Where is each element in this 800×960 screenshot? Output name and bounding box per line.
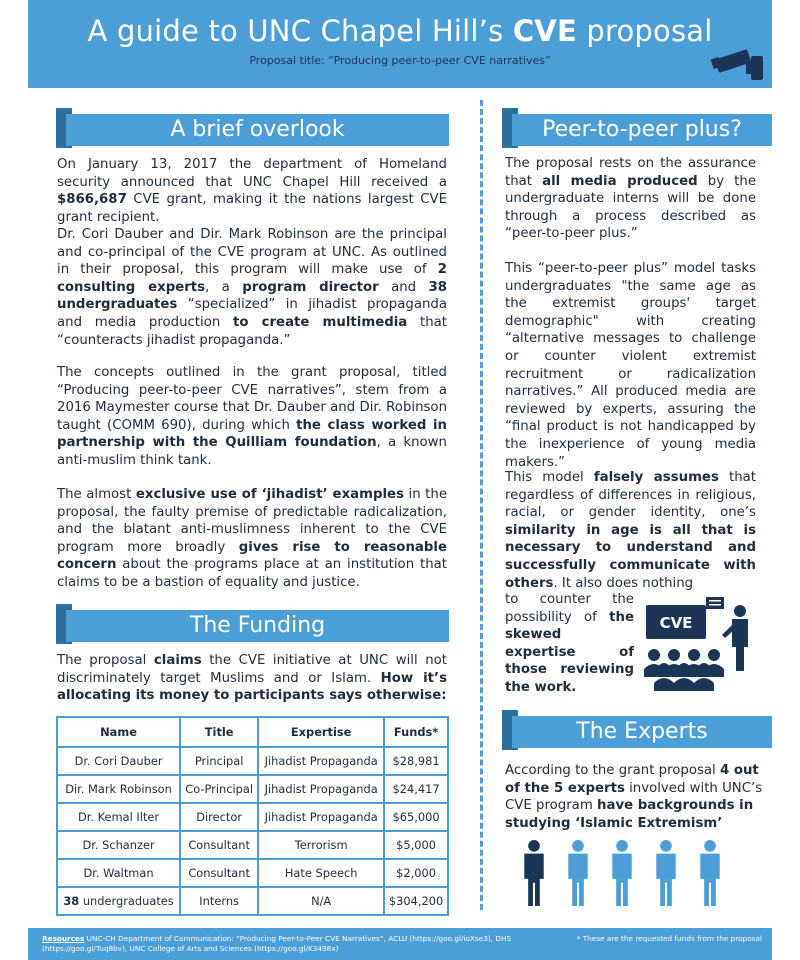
peer-paragraph-1 xyxy=(505,155,756,243)
cell-name-text: undergraduates xyxy=(79,894,174,908)
cell-funds: $5,000 xyxy=(384,831,448,859)
body-text: On January 13, 2017 the department of Homeland security announced that UNC Chapel Hill received a xyxy=(57,157,447,190)
cell-expertise: Hate Speech xyxy=(258,859,384,887)
person-icon xyxy=(610,840,634,908)
body-text: According to the grant proposal xyxy=(505,763,720,778)
emphasis-text: have backgrounds in studying ‘Islamic Extremism’ xyxy=(505,798,754,831)
funding-intro xyxy=(57,652,447,705)
peer-paragraph-2 xyxy=(505,260,756,471)
cell-name-text: Dir. Mark Robinson xyxy=(65,782,172,796)
cell-name xyxy=(57,775,180,803)
title-bold: CVE xyxy=(512,14,577,48)
body-text: in the proposal, the faulty premise of predictable radicalization, and the blatant anti-muslimness inherent to the CVE program more broadly xyxy=(57,487,447,555)
table-row xyxy=(57,831,448,859)
peer-paragraph-4 xyxy=(505,591,634,697)
overlook-paragraph-4 xyxy=(57,486,447,592)
column-header: Funds* xyxy=(384,717,448,747)
cell-expertise: N/A xyxy=(258,887,384,915)
column-header: Title xyxy=(180,717,258,747)
resources-label: Resources xyxy=(42,934,85,943)
overlook-banner xyxy=(56,108,449,148)
cell-name xyxy=(57,887,180,915)
body-text: The proposal rests on the assurance that xyxy=(505,156,756,189)
column-header: Expertise xyxy=(258,717,384,747)
footer xyxy=(28,928,772,960)
peer-paragraph-3 xyxy=(505,469,756,592)
experts-text xyxy=(505,762,763,832)
resources-list: UNC-CH Department of Communication: “Producing Peer-to-Peer CVE Narratives”, ACLU (https://goo.gl/ioXse3), DHS (https://goo.gl/Tuq8bv), UNC College of Arts and Sciences (https://goo.gl/K3498x) xyxy=(42,934,512,953)
body-text: and xyxy=(378,279,429,295)
cell-name xyxy=(57,831,180,859)
table-header-row xyxy=(57,717,448,747)
cell-title: Principal xyxy=(180,747,258,775)
funding-heading: The Funding xyxy=(66,610,449,642)
person-icon xyxy=(522,840,546,908)
cell-name-text: Dr. Waltman xyxy=(83,866,154,880)
cell-name-text: Dr. Cori Dauber xyxy=(74,754,163,768)
resources-text xyxy=(42,934,542,954)
column-divider xyxy=(480,100,483,910)
funding-table xyxy=(56,716,449,916)
body-text: that “counteracts jihadist propaganda.” xyxy=(57,314,447,348)
title-prefix: A guide to UNC Chapel Hill’s xyxy=(87,14,504,48)
body-text: . It also does nothing xyxy=(553,575,694,591)
emphasis-text: claims xyxy=(153,653,202,668)
cell-title: Consultant xyxy=(180,831,258,859)
body-text: that regardless of differences in religious, racial, or gender identity, one’s xyxy=(505,470,756,521)
person-icon xyxy=(698,840,722,908)
header-banner xyxy=(28,0,772,88)
peer-banner xyxy=(502,108,772,148)
experts-people-row xyxy=(522,840,752,910)
emphasis-text: gives rise to reasonable concern xyxy=(57,539,447,573)
body-text: , a known anti-muslim think tank. xyxy=(57,435,447,468)
emphasis-text: falsely assumes xyxy=(593,470,719,485)
body-text: Dr. Cori Dauber and Dir. Mark Robinson are the principal and co-principal of the CVE program at UNC. As outlined in their proposal, this program will make use of xyxy=(57,227,447,278)
emphasis-text: program director xyxy=(242,279,379,295)
body-text: This “peer-to-peer plus” model tasks undergraduates "the same age as the extremist groups' target demographic" with creating “alternative messages to challenge or counter violent extremist recruitment or radicalization narratives.” All produced media are reviewed by experts, assuring the “final product is not handicapped by the inexperience of young media makers.” xyxy=(505,261,756,470)
emphasis-text: 4 out of the 5 experts xyxy=(505,763,759,796)
page-subtitle: Proposal title: “Producing peer-to-peer CVE narratives” xyxy=(249,54,551,67)
body-text: The concepts outlined in the grant proposal, titled “Producing peer-to-peer CVE narratives”, stem from a 2016 Maymester course that Dr. Dauber and Dir. Robinson taught (COMM 690), during which xyxy=(57,365,447,433)
funds-footnote: * These are the requested funds from the proposal xyxy=(576,934,762,943)
emphasis-text: similarity in age is all that is necessary to understand and successfully communicate with others xyxy=(505,522,756,591)
person-icon xyxy=(566,840,590,908)
body-text: the CVE initiative at UNC will not discriminately target Muslims and or Islam. xyxy=(57,653,447,686)
table-row xyxy=(57,859,448,887)
experts-banner xyxy=(502,710,772,750)
title-suffix: proposal xyxy=(586,14,713,48)
emphasis-text: the class worked in partnership with the Quilliam foundation xyxy=(57,417,447,451)
emphasis-text: the skewed expertise of those reviewing the work. xyxy=(505,609,634,695)
cell-expertise: Jihadist Propaganda xyxy=(258,803,384,831)
cell-name xyxy=(57,747,180,775)
body-text: to counter the possibility of xyxy=(505,592,634,625)
table-row xyxy=(57,747,448,775)
cell-expertise: Jihadist Propaganda xyxy=(258,775,384,803)
emphasis-text: 2 consulting experts xyxy=(57,262,447,295)
body-text: , a xyxy=(205,279,243,295)
body-text: This model xyxy=(505,470,594,485)
body-text: The proposal xyxy=(57,653,154,668)
peer-heading: Peer-to-peer plus? xyxy=(512,114,772,146)
body-text: CVE grant, making it the nations largest CVE grant recipient. xyxy=(57,192,447,225)
funding-banner xyxy=(56,604,449,644)
body-text: about the programs place at an institution that claims to be a bastion of equality and justice. xyxy=(57,557,447,590)
table-row xyxy=(57,775,448,803)
cell-funds: $304,200 xyxy=(384,887,448,915)
cell-title: Co-Principal xyxy=(180,775,258,803)
person-icon xyxy=(654,840,678,908)
emphasis-text: $866,687 xyxy=(57,192,127,208)
cell-name xyxy=(57,803,180,831)
cell-name-bold: 38 xyxy=(63,894,80,908)
emphasis-text: 38 undergraduates xyxy=(57,279,447,313)
presenter-audience-icon xyxy=(640,595,765,695)
cell-expertise: Terrorism xyxy=(258,831,384,859)
cell-name-text: Dr. Schanzer xyxy=(82,838,155,852)
cell-funds: $2,000 xyxy=(384,859,448,887)
overlook-paragraph-3 xyxy=(57,364,447,470)
table-row xyxy=(57,887,448,915)
body-text: “specialized” in jihadist propaganda and media production xyxy=(57,297,447,330)
cell-title: Director xyxy=(180,803,258,831)
body-text: involved with UNC’s CVE program xyxy=(505,780,763,814)
emphasis-text: all media produced xyxy=(542,173,698,189)
overlook-paragraph-1 xyxy=(57,156,447,226)
emphasis-text: exclusive use of ‘jihadist’ examples xyxy=(135,487,404,502)
cell-funds: $28,981 xyxy=(384,747,448,775)
page-title xyxy=(28,0,772,48)
cell-funds: $24,417 xyxy=(384,775,448,803)
overlook-paragraph-2 xyxy=(57,226,447,349)
cell-expertise: Jihadist Propaganda xyxy=(258,747,384,775)
emphasis-text: How it’s allocating its money to participants says otherwise: xyxy=(57,670,447,704)
body-text: The almost xyxy=(57,487,136,502)
cell-funds: $65,000 xyxy=(384,803,448,831)
illustration-label: CVE xyxy=(659,614,693,632)
emphasis-text: to create multimedia xyxy=(233,314,408,330)
table-row xyxy=(57,803,448,831)
column-header: Name xyxy=(57,717,180,747)
cell-title: Interns xyxy=(180,887,258,915)
security-camera-icon xyxy=(710,44,766,84)
experts-heading: The Experts xyxy=(512,716,772,748)
cell-name xyxy=(57,859,180,887)
cell-title: Consultant xyxy=(180,859,258,887)
body-text: by the undergraduate interns will be done through a process described as “peer-to-peer plus.” xyxy=(505,173,757,242)
cell-name-text: Dr. Kemal Ilter xyxy=(78,810,160,824)
overlook-heading: A brief overlook xyxy=(66,114,449,146)
